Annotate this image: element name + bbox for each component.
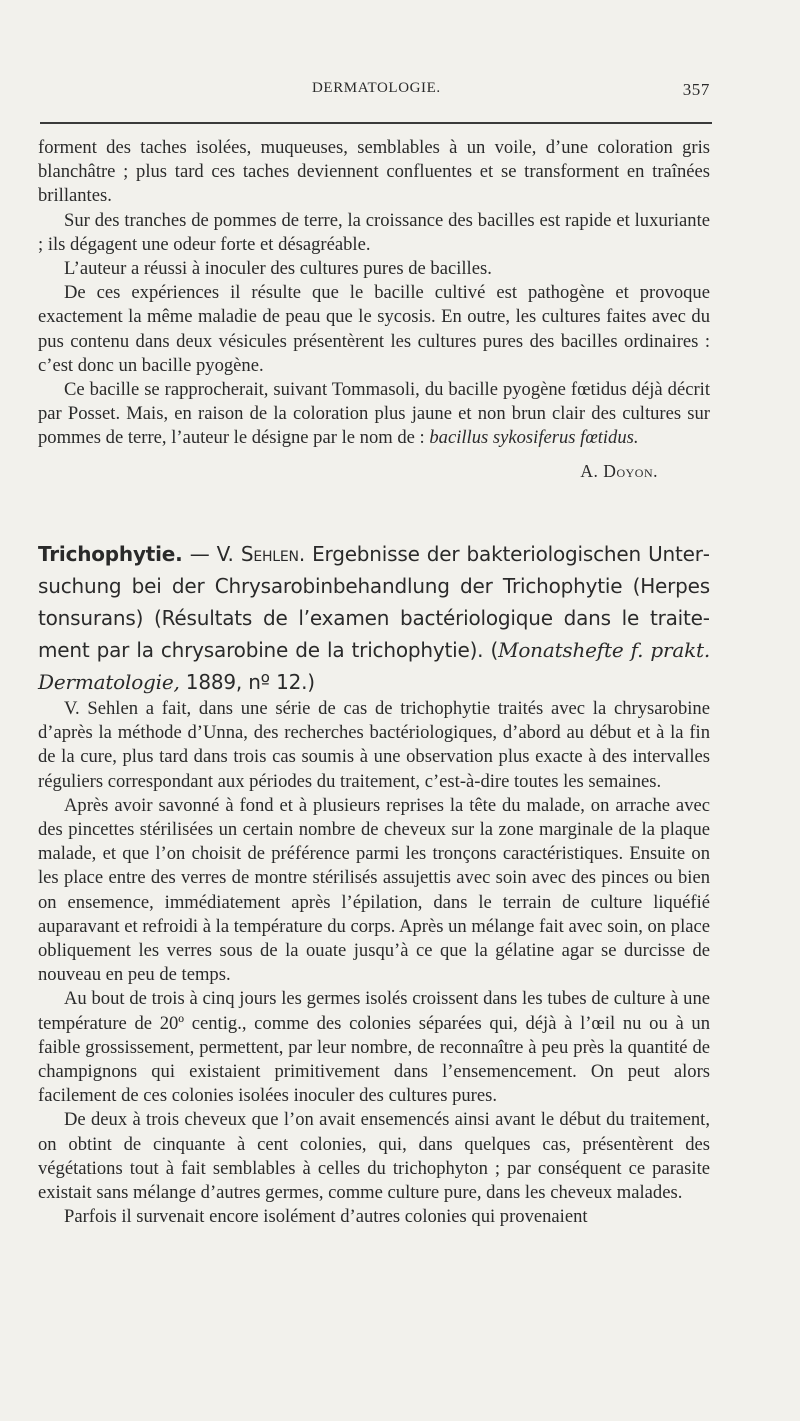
heading-dash: — — [182, 542, 217, 566]
article-heading — [38, 538, 710, 698]
paragraph: Après avoir savonné à fond et à plusieurs reprises la tête du malade, on arrache avec des pincettes stérilisées un certain nombre de cheveux sur la zone marginale de la plaque malade, et que l’on choisit de préférence parmi les tronçons caractéristiques. Ensuite on les place entre des verres de montre stérilisés assujettis avec soin avec des pinces ou bien on ensemence, immédiatement après l’épilation, dans le terrain de culture liquéfié auparavant et refroidi à la température du corps. Après un mélange fait avec soin, on place obliquement les verres sous de la ouate jusqu’à ce que la gélatine agar se durcisse de nouveau en peu de temps. — [38, 794, 710, 986]
paragraph: forment des taches isolées, muqueuses, semblables à un voile, d’une coloration gris blanchâtre ; plus tard ces taches deviennent confluentes et se transforment en traînées brillantes. — [38, 137, 710, 207]
page-number: 357 — [682, 80, 710, 99]
paragraph-text: Ce bacille se rapprocherait, suivant Tommasoli, du bacille pyogène fœtidus déjà décrit par Posset. Mais, en raison de la coloration plus jaune et non brun clair des cultures sur pommes de terre, l’auteur le désigne par le nom de : — [38, 379, 710, 449]
header-rule — [40, 122, 712, 124]
author-signature: A. Doyon. — [580, 460, 658, 481]
article-heading-block — [38, 538, 710, 698]
previous-review-continuation — [38, 136, 710, 483]
article-author: V. Sehlen — [216, 542, 299, 566]
paragraph: De deux à trois cheveux que l’on avait ensemencés ainsi avant le début du traitement, on obtint de cinquante à cent colonies, qui, dans quelques cas, présentèrent des végétations tout à fait semblables à celles du trichophyton ; par conséquent ce parasite existait sans mélange d’autres germes, comme culture pure, dans les cheveux malades. — [38, 1109, 710, 1204]
running-title: DERMATOLOGIE. — [312, 80, 441, 96]
paragraph — [38, 378, 710, 451]
running-header — [38, 80, 710, 102]
article-body — [38, 697, 710, 1229]
article-title: . Ergebnisse der bakteriologischen Untersuchung bei der Chrysarobinbehandlung der Trichophytie (Herpes tonsurans) (Résultats de l’examen bactériologique dans le traitement par la chrysarobine de la trichophytie). ( — [38, 542, 710, 662]
paragraph: De ces expériences il résulte que le bacille cultivé est pathogène et provoque exactement la même maladie de peau que le sycosis. En outre, les cultures faites avec du pus contenu dans deux vésicules présentèrent les cultures pures des bacilles ordinaires : c’est donc un bacille pyogène. — [38, 282, 710, 376]
paragraph: Au bout de trois à cinq jours les germes isolés croissent dans les tubes de culture à une température de 20º centig., comme des colonies séparées qui, déjà à l’œil nu ou à un faible grossissement, permettent, par leur nombre, de reconnaître à peu près la quantité de champignons qui existaient primitivement dans l’ensemencement. On peut alors facilement de ces colonies isolées inoculer des cultures pures. — [38, 988, 710, 1107]
paragraph: Sur des tranches de pommes de terre, la croissance des bacilles est rapide et luxuriante ; ils dégagent une odeur forte et désagréable. — [38, 209, 710, 255]
paragraph: L’auteur a réussi à inoculer des cultures pures de bacilles. — [64, 258, 492, 280]
species-name: bacillus sykosiferus fœtidus. — [429, 427, 639, 449]
paragraph: Parfois il survenait encore isolément d’autres colonies qui provenaient — [64, 1206, 588, 1228]
article-topic: Trichophytie. — [38, 542, 183, 566]
journal-name: Monatshefte f. prakt. Dermatologie, — [38, 638, 710, 694]
journal-reference: 1889, nº 12.) — [179, 670, 315, 694]
paragraph: V. Sehlen a fait, dans une série de cas de trichophytie traités avec la chrysarobine d’après la méthode d’Unna, des recherches bactériologiques, d’abord au début et à la fin de la cure, plus tard dans trois cas soumis à une observation plus exacte à des intervalles réguliers correspondant aux périodes du traitement, c’est-à-dire toutes les semaines. — [38, 698, 710, 792]
